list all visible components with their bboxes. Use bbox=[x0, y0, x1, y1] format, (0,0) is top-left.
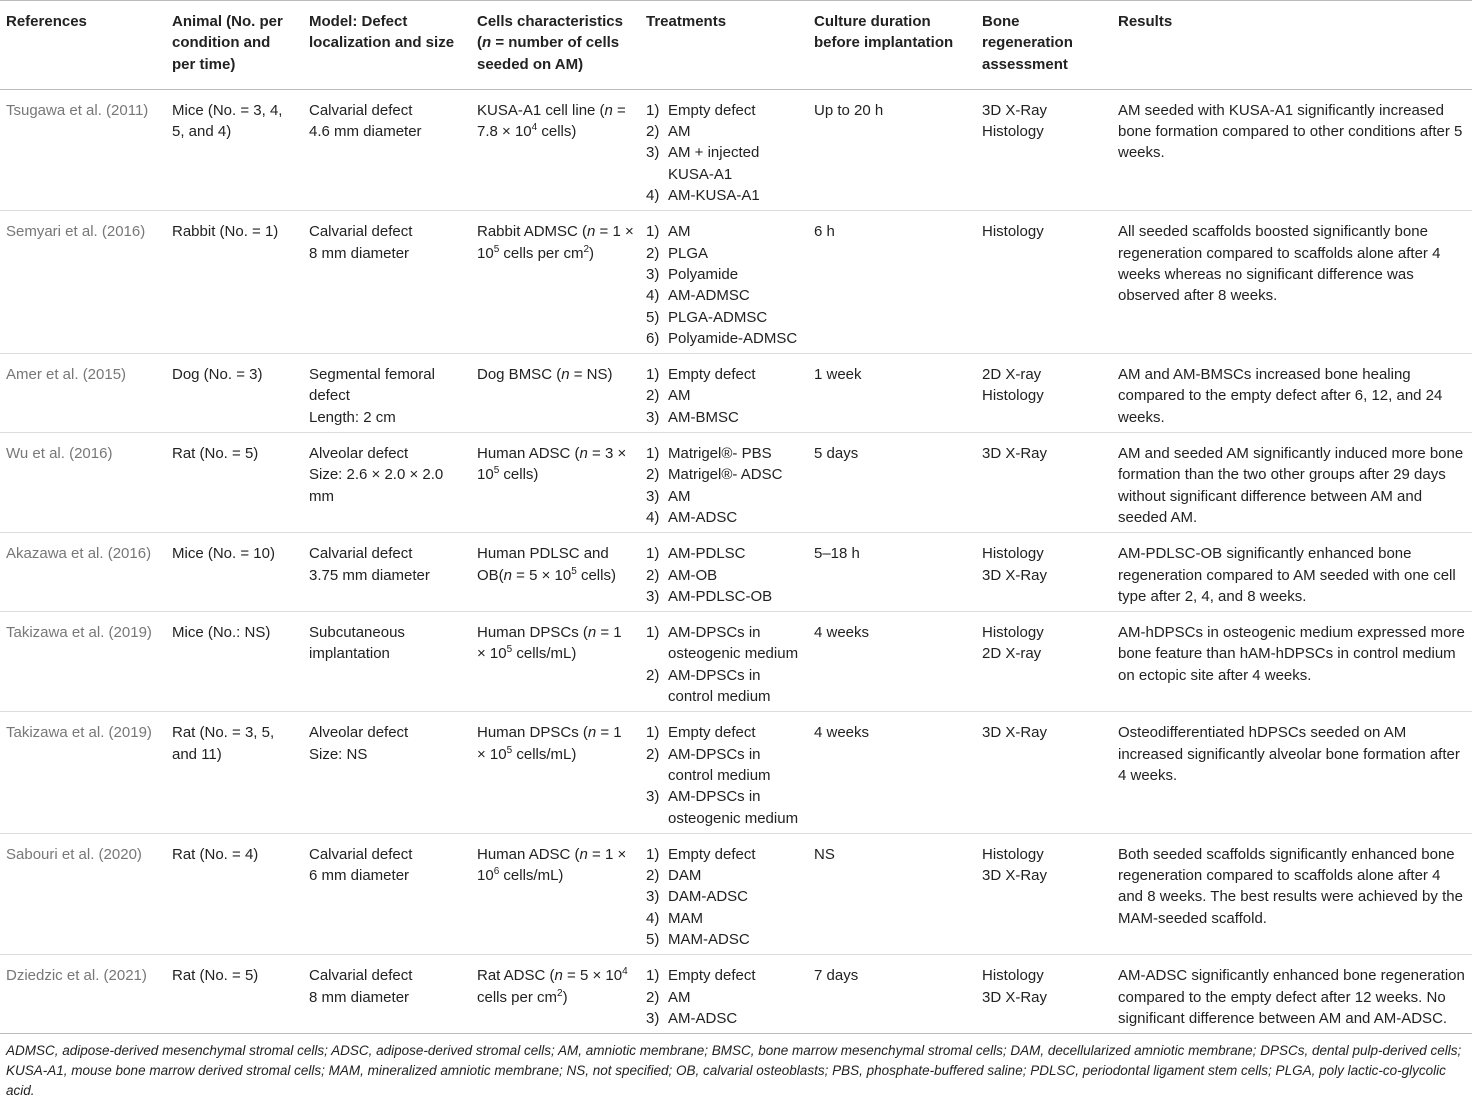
treatment-text: Matrigel®- PBS bbox=[668, 445, 772, 463]
treatment-item bbox=[646, 307, 802, 328]
table-row bbox=[0, 354, 1472, 433]
treatment-item bbox=[646, 622, 802, 665]
treatment-number: 2) bbox=[646, 867, 660, 885]
treatments-cell bbox=[640, 833, 808, 954]
treatment-item bbox=[646, 886, 802, 907]
treatments-cell bbox=[640, 612, 808, 712]
treatment-item bbox=[646, 100, 802, 121]
treatments-cell bbox=[640, 211, 808, 354]
treatment-number: 4) bbox=[646, 287, 660, 305]
treatment-number: 1) bbox=[646, 223, 660, 241]
treatment-text: AM bbox=[668, 387, 691, 405]
model-line: Calvarial defect bbox=[309, 545, 413, 563]
treatment-number: 1) bbox=[646, 445, 660, 463]
treatment-text: MAM-ADSC bbox=[668, 930, 750, 948]
treatment-text: Empty defect bbox=[668, 967, 756, 985]
header-cells: Cells characteristics (n = number of cells seeded on AM) bbox=[471, 1, 640, 90]
treatment-text: DAM-ADSC bbox=[668, 888, 749, 906]
model-line: 8 mm diameter bbox=[309, 988, 410, 1006]
table-row bbox=[0, 833, 1472, 954]
treatment-item bbox=[646, 565, 802, 586]
header-results: Results bbox=[1112, 1, 1472, 90]
treatment-item bbox=[646, 507, 802, 528]
header-model: Model: Defect localization and size bbox=[303, 1, 471, 90]
assessment-line: Histology bbox=[982, 624, 1044, 642]
treatment-number: 2) bbox=[646, 666, 660, 684]
treatment-text: DAM bbox=[668, 867, 702, 885]
culture-cell: 1 week bbox=[808, 354, 976, 433]
animal-cell: Dog (No. = 3) bbox=[166, 354, 303, 433]
header-culture: Culture duration before implantation bbox=[808, 1, 976, 90]
assessment-cell bbox=[976, 211, 1112, 354]
assessment-cell bbox=[976, 612, 1112, 712]
culture-cell: 6 h bbox=[808, 211, 976, 354]
treatment-number: 1) bbox=[646, 545, 660, 563]
reference-cell: Wu et al. (2016) bbox=[0, 433, 166, 533]
reference-cell: Semyari et al. (2016) bbox=[0, 211, 166, 354]
assessment-cell bbox=[976, 955, 1112, 1034]
treatment-text: AM-PDLSC-OB bbox=[668, 587, 773, 605]
table-row bbox=[0, 612, 1472, 712]
table-footnote: ADMSC, adipose-derived mesenchymal stromal cells; ADSC, adipose-derived stromal cells; AM, amniotic membrane; BMSC, bone marrow mesenchymal stromal cells; DAM, decellularized amniotic membrane; DPSCs, dental pulp-derived cells; KUSA-A1, mouse bone marrow derived stromal cells; MAM, mineralized amniotic membrane; NS, not specified; OB, calvarial osteoblasts; PBS, phosphate-buffered saline; PDLSC, periodontal ligament stem cells; PLGA, poly lactic-co-glycolic acid. bbox=[6, 1043, 1462, 1099]
results-cell: AM and seeded AM significantly induced more bone formation than the two other groups after 29 days without significant difference between AM and seeded AM. bbox=[1112, 433, 1472, 533]
treatment-text: Empty defect bbox=[668, 724, 756, 742]
cells-cell: Rabbit ADMSC ($n = 1 \times 10^5$ cells per $cm^2$) bbox=[471, 211, 640, 354]
treatment-number: 4) bbox=[646, 909, 660, 927]
treatment-number: 2) bbox=[646, 566, 660, 584]
treatments-list bbox=[646, 221, 802, 349]
treatment-text: AM-KUSA-A1 bbox=[668, 187, 760, 205]
treatment-number: 2) bbox=[646, 988, 660, 1006]
treatment-text: Empty defect bbox=[668, 845, 756, 863]
treatments-cell bbox=[640, 955, 808, 1034]
treatment-number: 1) bbox=[646, 724, 660, 742]
cells-cell: Human DPSCs ($n = 1 \times 10^5$ cells/mL) bbox=[471, 612, 640, 712]
model-line: Size: 2.6 × 2.0 × 2.0 mm bbox=[309, 466, 444, 505]
treatment-text: AM + injected KUSA-A1 bbox=[668, 144, 760, 183]
treatment-item bbox=[646, 142, 802, 185]
treatment-item bbox=[646, 221, 802, 242]
treatment-number: 4) bbox=[646, 187, 660, 205]
table-row bbox=[0, 712, 1472, 833]
treatment-text: PLGA-ADMSC bbox=[668, 308, 768, 326]
animal-cell: Rabbit (No. = 1) bbox=[166, 211, 303, 354]
treatments-cell bbox=[640, 354, 808, 433]
model-cell bbox=[303, 833, 471, 954]
treatment-item bbox=[646, 987, 802, 1008]
treatment-text: AM-PDLSC bbox=[668, 545, 746, 563]
cells-cell: Rat ADSC ($n = 5 \times 10^4$ cells per $cm^2$) bbox=[471, 955, 640, 1034]
treatment-item bbox=[646, 543, 802, 564]
treatment-text: MAM bbox=[668, 909, 703, 927]
model-cell bbox=[303, 612, 471, 712]
table-row bbox=[0, 533, 1472, 612]
results-cell: AM-PDLSC-OB significantly enhanced bone regeneration compared to AM seeded with one cell type after 2, 4, and 8 weeks. bbox=[1112, 533, 1472, 612]
treatment-number: 2) bbox=[646, 387, 660, 405]
treatment-number: 3) bbox=[646, 487, 660, 505]
results-cell: All seeded scaffolds boosted significantly bone regeneration compared to scaffolds alone after 4 weeks whereas no significant difference was observed after 8 weeks. bbox=[1112, 211, 1472, 354]
cells-cell: Human ADSC ($n = 1 \times 10^6$ cells/mL) bbox=[471, 833, 640, 954]
reference-cell: Dziedzic et al. (2021) bbox=[0, 955, 166, 1034]
animal-cell: Mice (No. = 3, 4, 5, and 4) bbox=[166, 89, 303, 210]
treatment-item bbox=[646, 908, 802, 929]
treatment-text: AM bbox=[668, 223, 691, 241]
reference-cell: Tsugawa et al. (2011) bbox=[0, 89, 166, 210]
treatment-text: AM-ADMSC bbox=[668, 287, 750, 305]
treatment-item bbox=[646, 328, 802, 349]
treatments-list bbox=[646, 722, 802, 828]
table-row bbox=[0, 433, 1472, 533]
treatment-number: 1) bbox=[646, 101, 660, 119]
treatment-item bbox=[646, 243, 802, 264]
reference-cell: Amer et al. (2015) bbox=[0, 354, 166, 433]
treatment-text: PLGA bbox=[668, 244, 709, 262]
reference-cell: Takizawa et al. (2019) bbox=[0, 612, 166, 712]
reference-cell: Akazawa et al. (2016) bbox=[0, 533, 166, 612]
treatment-item bbox=[646, 443, 802, 464]
treatment-number: 6) bbox=[646, 329, 660, 347]
assessment-line: Histology bbox=[982, 845, 1044, 863]
model-line: Length: 2 cm bbox=[309, 408, 396, 426]
header-treatments: Treatments bbox=[640, 1, 808, 90]
model-line: Segmental femoral defect bbox=[309, 366, 435, 405]
treatment-number: 1) bbox=[646, 366, 660, 384]
treatment-text: AM-DPSCs in control medium bbox=[668, 745, 771, 784]
treatment-text: Polyamide-ADMSC bbox=[668, 329, 798, 347]
cells-cell: Human DPSCs ($n = 1 \times 10^5$ cells/mL) bbox=[471, 712, 640, 833]
treatment-text: AM-DPSCs in osteogenic medium bbox=[668, 788, 799, 827]
treatment-number: 2) bbox=[646, 244, 660, 262]
treatment-text: Matrigel®- ADSC bbox=[668, 466, 783, 484]
treatment-text: AM-OB bbox=[668, 566, 718, 584]
treatment-item bbox=[646, 407, 802, 428]
model-cell bbox=[303, 211, 471, 354]
treatment-text: AM-ADSC bbox=[668, 1009, 738, 1027]
animal-cell: Mice (No.: NS) bbox=[166, 612, 303, 712]
assessment-line: 3D X-Ray bbox=[982, 566, 1048, 584]
treatment-item bbox=[646, 264, 802, 285]
treatments-cell bbox=[640, 712, 808, 833]
treatment-text: AM-DPSCs in control medium bbox=[668, 666, 771, 706]
table-row bbox=[0, 955, 1472, 1034]
assessment-cell bbox=[976, 712, 1112, 833]
assessment-line: 3D X-Ray bbox=[982, 867, 1048, 885]
cells-cell: KUSA-A1 cell line ($n = 7.8 \times 10^4$ cells) bbox=[471, 89, 640, 210]
treatment-item bbox=[646, 965, 802, 986]
treatment-item bbox=[646, 464, 802, 485]
cells-cell: Human ADSC ($n = 3 \times 10^5$ cells) bbox=[471, 433, 640, 533]
treatments-list bbox=[646, 543, 802, 607]
treatment-item bbox=[646, 865, 802, 886]
model-line: Size: NS bbox=[309, 745, 368, 763]
treatment-text: AM bbox=[668, 487, 691, 505]
model-line: Alveolar defect bbox=[309, 724, 409, 742]
treatment-text: Empty defect bbox=[668, 101, 756, 119]
treatment-text: AM-ADSC bbox=[668, 508, 738, 526]
model-cell bbox=[303, 955, 471, 1034]
treatment-item bbox=[646, 744, 802, 787]
assessment-line: 3D X-Ray bbox=[982, 988, 1048, 1006]
model-line: Subcutaneous implantation bbox=[309, 624, 405, 663]
results-cell: AM and AM-BMSCs increased bone healing compared to the empty defect after 6, 12, and 24 weeks. bbox=[1112, 354, 1472, 433]
treatment-number: 4) bbox=[646, 508, 660, 526]
treatment-item bbox=[646, 285, 802, 306]
treatments-list bbox=[646, 622, 802, 707]
treatment-number: 3) bbox=[646, 1009, 660, 1027]
treatment-text: Polyamide bbox=[668, 265, 739, 283]
header-references: References bbox=[0, 1, 166, 90]
treatments-cell bbox=[640, 433, 808, 533]
treatment-number: 1) bbox=[646, 845, 660, 863]
treatment-number: 5) bbox=[646, 308, 660, 326]
table-row bbox=[0, 211, 1472, 354]
animal-cell: Rat (No. = 5) bbox=[166, 955, 303, 1034]
treatment-number: 5) bbox=[646, 930, 660, 948]
results-cell: Both seeded scaffolds significantly enhanced bone regeneration compared to scaffolds alone after 4 and 8 weeks. The best results were achieved by the MAM-seeded scaffold. bbox=[1112, 833, 1472, 954]
treatment-number: 1) bbox=[646, 624, 660, 642]
assessment-line: 3D X-Ray bbox=[982, 101, 1048, 119]
treatment-number: 3) bbox=[646, 144, 660, 162]
results-cell: Osteodifferentiated hDPSCs seeded on AM increased significantly alveolar bone formation after 4 weeks. bbox=[1112, 712, 1472, 833]
assessment-line: 3D X-Ray bbox=[982, 724, 1048, 742]
model-line: 8 mm diameter bbox=[309, 244, 410, 262]
cells-cell: Human PDLSC and $OB(n = 5 \times 10^5$ cells) bbox=[471, 533, 640, 612]
assessment-line: 2D X-ray bbox=[982, 645, 1042, 663]
treatments-list bbox=[646, 364, 802, 428]
header-animal: Animal (No. per condition and per time) bbox=[166, 1, 303, 90]
model-line: 6 mm diameter bbox=[309, 867, 410, 885]
treatments-list bbox=[646, 844, 802, 950]
assessment-cell bbox=[976, 533, 1112, 612]
treatment-item bbox=[646, 486, 802, 507]
treatments-list bbox=[646, 100, 802, 206]
treatments-list bbox=[646, 443, 802, 528]
treatment-item bbox=[646, 665, 802, 708]
model-line: 4.6 mm diameter bbox=[309, 123, 422, 141]
treatment-item bbox=[646, 844, 802, 865]
treatment-number: 3) bbox=[646, 587, 660, 605]
animal-cell: Mice (No. = 10) bbox=[166, 533, 303, 612]
results-cell: AM-hDPSCs in osteogenic medium expressed more bone feature than hAM-hDPSCs in control medium on ectopic site after 4 weeks. bbox=[1112, 612, 1472, 712]
assessment-line: Histology bbox=[982, 967, 1044, 985]
treatments-cell bbox=[640, 533, 808, 612]
treatment-item bbox=[646, 385, 802, 406]
assessment-cell bbox=[976, 433, 1112, 533]
culture-cell: 7 days bbox=[808, 955, 976, 1034]
model-cell bbox=[303, 89, 471, 210]
treatment-number: 2) bbox=[646, 745, 660, 763]
treatment-text: AM-DPSCs in osteogenic medium bbox=[668, 624, 799, 663]
model-cell bbox=[303, 712, 471, 833]
model-line: 3.75 mm diameter bbox=[309, 566, 430, 584]
cells-cell: Dog BMSC (n = NS) bbox=[471, 354, 640, 433]
treatment-text: AM bbox=[668, 988, 691, 1006]
treatment-item bbox=[646, 121, 802, 142]
assessment-cell bbox=[976, 354, 1112, 433]
treatment-number: 3) bbox=[646, 265, 660, 283]
treatment-number: 2) bbox=[646, 466, 660, 484]
treatments-list bbox=[646, 965, 802, 1029]
treatment-item bbox=[646, 185, 802, 206]
assessment-line: Histology bbox=[982, 123, 1044, 141]
model-line: Calvarial defect bbox=[309, 967, 413, 985]
assessment-line: Histology bbox=[982, 223, 1044, 241]
animal-cell: Rat (No. = 4) bbox=[166, 833, 303, 954]
treatments-cell bbox=[640, 89, 808, 210]
assessment-line: 3D X-Ray bbox=[982, 445, 1048, 463]
model-cell bbox=[303, 433, 471, 533]
culture-cell: NS bbox=[808, 833, 976, 954]
table-row bbox=[0, 89, 1472, 210]
culture-cell: 5 days bbox=[808, 433, 976, 533]
treatment-item bbox=[646, 722, 802, 743]
animal-cell: Rat (No. = 3, 5, and 11) bbox=[166, 712, 303, 833]
model-line: Calvarial defect bbox=[309, 223, 413, 241]
treatment-item bbox=[646, 586, 802, 607]
treatment-number: 3) bbox=[646, 408, 660, 426]
reference-cell: Takizawa et al. (2019) bbox=[0, 712, 166, 833]
assessment-cell bbox=[976, 833, 1112, 954]
model-line: Calvarial defect bbox=[309, 845, 413, 863]
treatment-item bbox=[646, 929, 802, 950]
model-line: Calvarial defect bbox=[309, 101, 413, 119]
model-cell bbox=[303, 533, 471, 612]
treatment-text: AM bbox=[668, 123, 691, 141]
culture-cell: 4 weeks bbox=[808, 612, 976, 712]
treatment-text: AM-BMSC bbox=[668, 408, 739, 426]
animal-cell: Rat (No. = 5) bbox=[166, 433, 303, 533]
header-assessment: Bone regeneration assessment bbox=[976, 1, 1112, 90]
assessment-cell bbox=[976, 89, 1112, 210]
culture-cell: Up to 20 h bbox=[808, 89, 976, 210]
results-cell: AM seeded with KUSA-A1 significantly increased bone formation compared to other conditions after 5 weeks. bbox=[1112, 89, 1472, 210]
culture-cell: 4 weeks bbox=[808, 712, 976, 833]
model-line: Alveolar defect bbox=[309, 445, 409, 463]
treatment-item bbox=[646, 364, 802, 385]
assessment-line: Histology bbox=[982, 545, 1044, 563]
assessment-line: 2D X-ray bbox=[982, 366, 1042, 384]
header-row bbox=[0, 1, 1472, 90]
culture-cell: 5–18 h bbox=[808, 533, 976, 612]
model-cell bbox=[303, 354, 471, 433]
assessment-line: Histology bbox=[982, 387, 1044, 405]
results-cell: AM-ADSC significantly enhanced bone regeneration compared to the empty defect after 12 weeks. No significant difference between AM and AM-ADSC. bbox=[1112, 955, 1472, 1034]
treatment-number: 3) bbox=[646, 788, 660, 806]
treatment-text: Empty defect bbox=[668, 366, 756, 384]
treatment-number: 2) bbox=[646, 123, 660, 141]
treatment-number: 3) bbox=[646, 888, 660, 906]
treatment-item bbox=[646, 786, 802, 829]
reference-cell: Sabouri et al. (2020) bbox=[0, 833, 166, 954]
treatment-number: 1) bbox=[646, 967, 660, 985]
